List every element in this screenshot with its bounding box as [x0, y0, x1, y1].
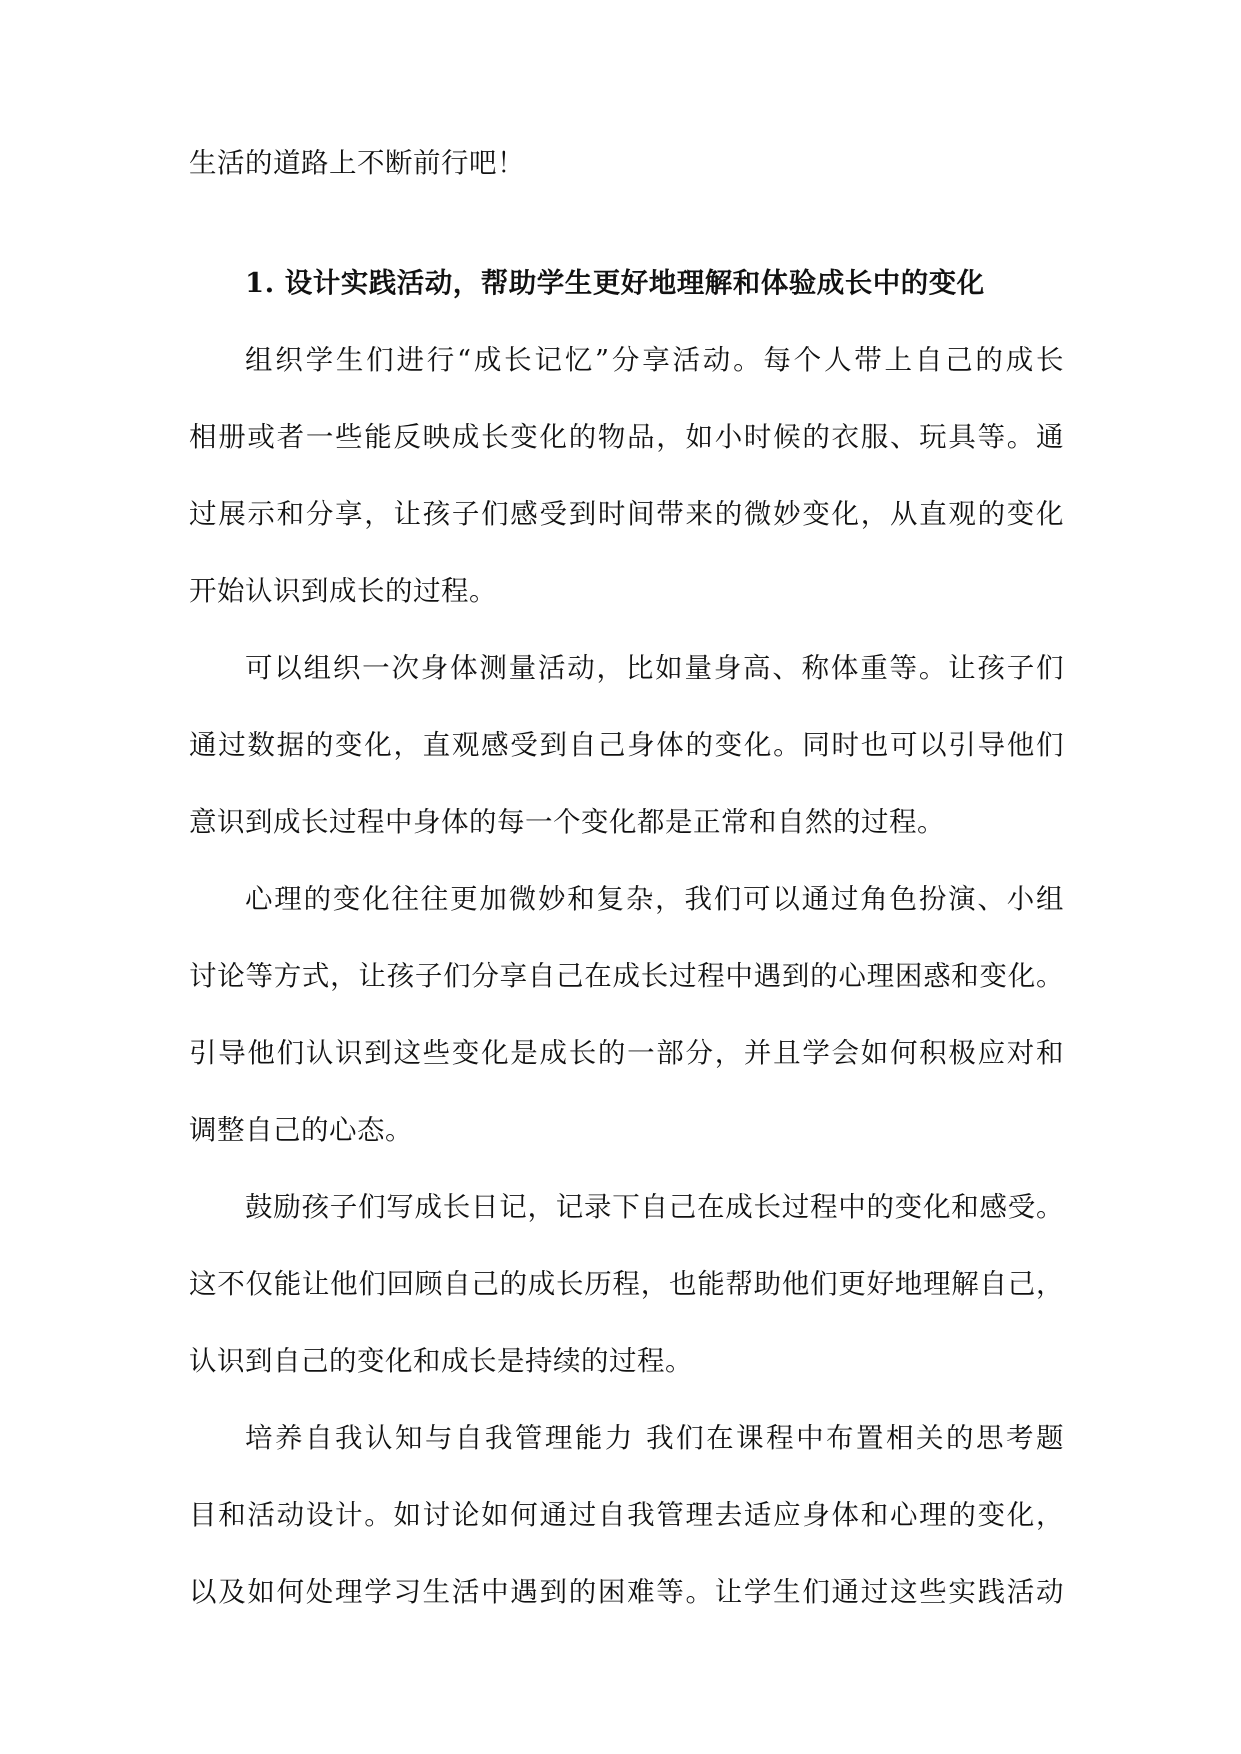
paragraph-line: 相册或者一些能反映成长变化的物品，如小时候的衣服、玩具等。通 — [189, 421, 1064, 453]
paragraph-line: 通过数据的变化，直观感受到自己身体的变化。同时也可以引导他们 — [189, 729, 1064, 761]
section-heading: 1. 设计实践活动，帮助学生更好地理解和体验成长中的变化 — [245, 267, 985, 299]
paragraph-line: 调整自己的心态。 — [189, 1114, 413, 1146]
paragraph-line: 鼓励孩子们写成长日记，记录下自己在成长过程中的变化和感受。 — [245, 1191, 1064, 1223]
paragraph-line: 这不仅能让他们回顾自己的成长历程，也能帮助他们更好地理解自己， — [189, 1268, 1064, 1300]
document-body — [189, 146, 1064, 1610]
paragraph-line: 可以组织一次身体测量活动，比如量身高、称体重等。让孩子们 — [245, 652, 1064, 684]
paragraph-line: 认识到自己的变化和成长是持续的过程。 — [189, 1345, 693, 1377]
text-line: 生活的道路上不断前行吧！ — [189, 147, 525, 179]
paragraph-line: 引导他们认识到这些变化是成长的一部分，并且学会如何积极应对和 — [189, 1037, 1064, 1069]
paragraph-line: 目和活动设计。如讨论如何通过自我管理去适应身体和心理的变化， — [189, 1499, 1064, 1531]
paragraph-line: 过展示和分享，让孩子们感受到时间带来的微妙变化，从直观的变化 — [189, 498, 1064, 530]
paragraph-line: 心理的变化往往更加微妙和复杂，我们可以通过角色扮演、小组 — [245, 883, 1064, 915]
paragraph-line: 意识到成长过程中身体的每一个变化都是正常和自然的过程。 — [189, 806, 945, 838]
paragraph-line: 开始认识到成长的过程。 — [189, 575, 497, 607]
paragraph-line: 培养自我认知与自我管理能力 我们在课程中布置相关的思考题 — [245, 1422, 1064, 1454]
paragraph-line: 组织学生们进行“成长记忆”分享活动。每个人带上自己的成长 — [245, 344, 1064, 376]
paragraph-line: 讨论等方式，让孩子们分享自己在成长过程中遇到的心理困惑和变化。 — [189, 960, 1064, 992]
paragraph-line: 以及如何处理学习生活中遇到的困难等。让学生们通过这些实践活动 — [189, 1576, 1064, 1608]
